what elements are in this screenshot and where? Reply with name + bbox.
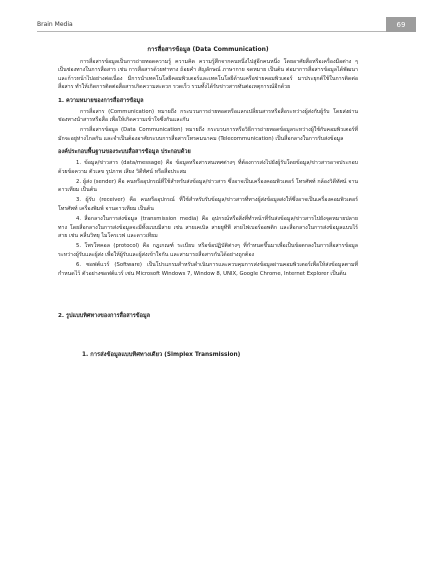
intro-paragraph: การสื่อสารข้อมูลเป็นการถ่ายทอดความรู้ ความคิด ความรู้สึกจากคนหนึ่งไปสู่อีกคนหนึ่ง โดยอาศัยสื่อหรือเครื่องมือต่าง ๆ เป็นช่องทางในการสื่อสาร เช่น การสื่อสารด้วยท่าทาง ถ้อยคำ สัญลักษณ์ ภาษากาย จดหมาย เป็นต้น ต่อมาการสื่อสารข้อมูลได้พัฒนาและก้าวหน้าไปอย่างต่อเนื่อง มีการนำเทคโนโลยีคอมพิวเตอร์และเทคโนโลยีด้านเครือข่ายคอมพิวเตอร์ มาประยุกต์ใช้ในการติดต่อสื่อสาร ทำให้เกิดการติดต่อสื่อสารเกิดความสะดวก รวดเร็ว รวมทั้งได้รับข่าวสารทันต่อเหตุการณ์อีกด้วย — [58, 58, 358, 91]
section-1-paragraph-2: การสื่อสารข้อมูล (Data Communication) หมายถึง กระบวนการหรือวิธีการถ่ายทอดข้อมูลระหว่างผู้ใช้กับคอมพิวเตอร์ที่มักจะอยู่ห่างไกลกัน และจำเป็นต้องอาศัยระบบการสื่อสารโทรคมนาคม (Telecommunication) เป็นสื่อกลางในการรับส่งข้อมูล — [58, 127, 358, 142]
component-item-protocol: 5. โพรโทคอล (protocol) คือ กฎเกณฑ์ ระเบียบ หรือข้อปฏิบัติต่างๆ ที่กำหนดขึ้นมาเพื่อเป็นข้อตกลงในการสื่อสารข้อมูลระหว่างผู้รับและผู้ส่ง เพื่อให้ผู้รับและผู้ส่งเข้าใจกัน และสามารถสื่อสารกันได้อย่างถูกต้อง — [58, 243, 358, 258]
brand-label: Brain Media — [37, 21, 73, 28]
component-item-software: 6. ซอฟต์แวร์ (Software) เป็นโปรแกรมสำหรับดำเนินการและควบคุมการส่งข้อมูลผ่านคอมพิวเตอร์เพื่อให้ส่งข้อมูลตามที่กำหนดไว้ ตัวอย่างซอฟต์แวร์ เช่น Microsoft Windows 7, Window 8, UNIX, Google Chrome, Internet Explorer เป็นต้น — [58, 262, 358, 277]
component-item-data: 1. ข้อมูล/ข่าวสาร (data/message) คือ ข้อมูลหรือสารสนเทศต่างๆ ที่ต้องการส่งไปยังผู้รับโดยข้อมูล/ข่าวสารอาจประกอบด้วยข้อความ ตัวเลข รูปภาพ เสียง วิดีทัศน์ หรือสื่อประสม — [58, 160, 358, 175]
page-number: 69 — [396, 20, 406, 29]
section-1-heading: 1. ความหมายของการสื่อสารข้อมูล — [58, 97, 144, 104]
section-2-subheading: 1. การส่งข้อมูลแบบทิศทางเดียว (Simplex Transmission) — [82, 351, 241, 358]
page-body — [58, 46, 358, 359]
component-item-receiver: 3. ผู้รับ (receiver) คือ คนหรืออุปกรณ์ ที่ใช้สำหรับรับข้อมูล/ข่าวสารที่ทางผู้ส่งข้อมูลส่งให้ซึ่งอาจเป็นเครื่องคอมพิวเตอร์ โทรศัพท์ เครื่องพิมพ์ จานดาวเทียม เป็นต้น — [58, 197, 358, 212]
page-title: การสื่อสารข้อมูล (Data Communication) — [147, 46, 269, 53]
section-2-heading: 2. รูปแบบทิศทางของการสื่อสารข้อมูล — [58, 313, 151, 320]
header-divider — [37, 31, 407, 32]
section-1-paragraph-1: การสื่อสาร (Communication) หมายถึง กระบวนการถ่ายทอดหรือแลกเปลี่ยนสารหรือสื่อระหว่างผู้ส่งกับผู้รับ โดยส่งผ่านช่องทางนำสารหรือสื่อ เพื่อให้เกิดความเข้าใจซึ่งกันและกัน — [58, 108, 358, 124]
components-heading: องค์ประกอบพื้นฐานของระบบสื่อสารข้อมูล ประกอบด้วย — [58, 149, 191, 156]
component-item-media: 4. สื่อกลางในการส่งข้อมูล (transmission media) คือ อุปกรณ์หรือสิ่งที่ทำหน้าที่รับส่งข้อมูล/ข่าวสารไปยังจุดหมายปลายทาง โดยสื่อกลางในการส่งข้อมูลจะมีทั้งแบบมีสาย เช่น สายเคเบิล สายยูทีพี สายไฟเบอร์ออพติก และสื่อกลางในการส่งข้อมูลแบบไร้สาย เช่น คลื่นวิทยุ ไมโครเวฟ และดาวเทียม — [58, 216, 358, 240]
page-number-badge — [386, 17, 416, 32]
component-item-sender: 2. ผู้ส่ง (sender) คือ คนหรืออุปกรณ์ที่ใช้สำหรับส่งข้อมูล/ข่าวสาร ซึ่งอาจเป็นเครื่องคอมพิวเตอร์ โทรศัพท์ กล้องวิดีทัศน์ จานดาวเทียม เป็นต้น — [58, 178, 358, 194]
page-header — [0, 0, 433, 34]
